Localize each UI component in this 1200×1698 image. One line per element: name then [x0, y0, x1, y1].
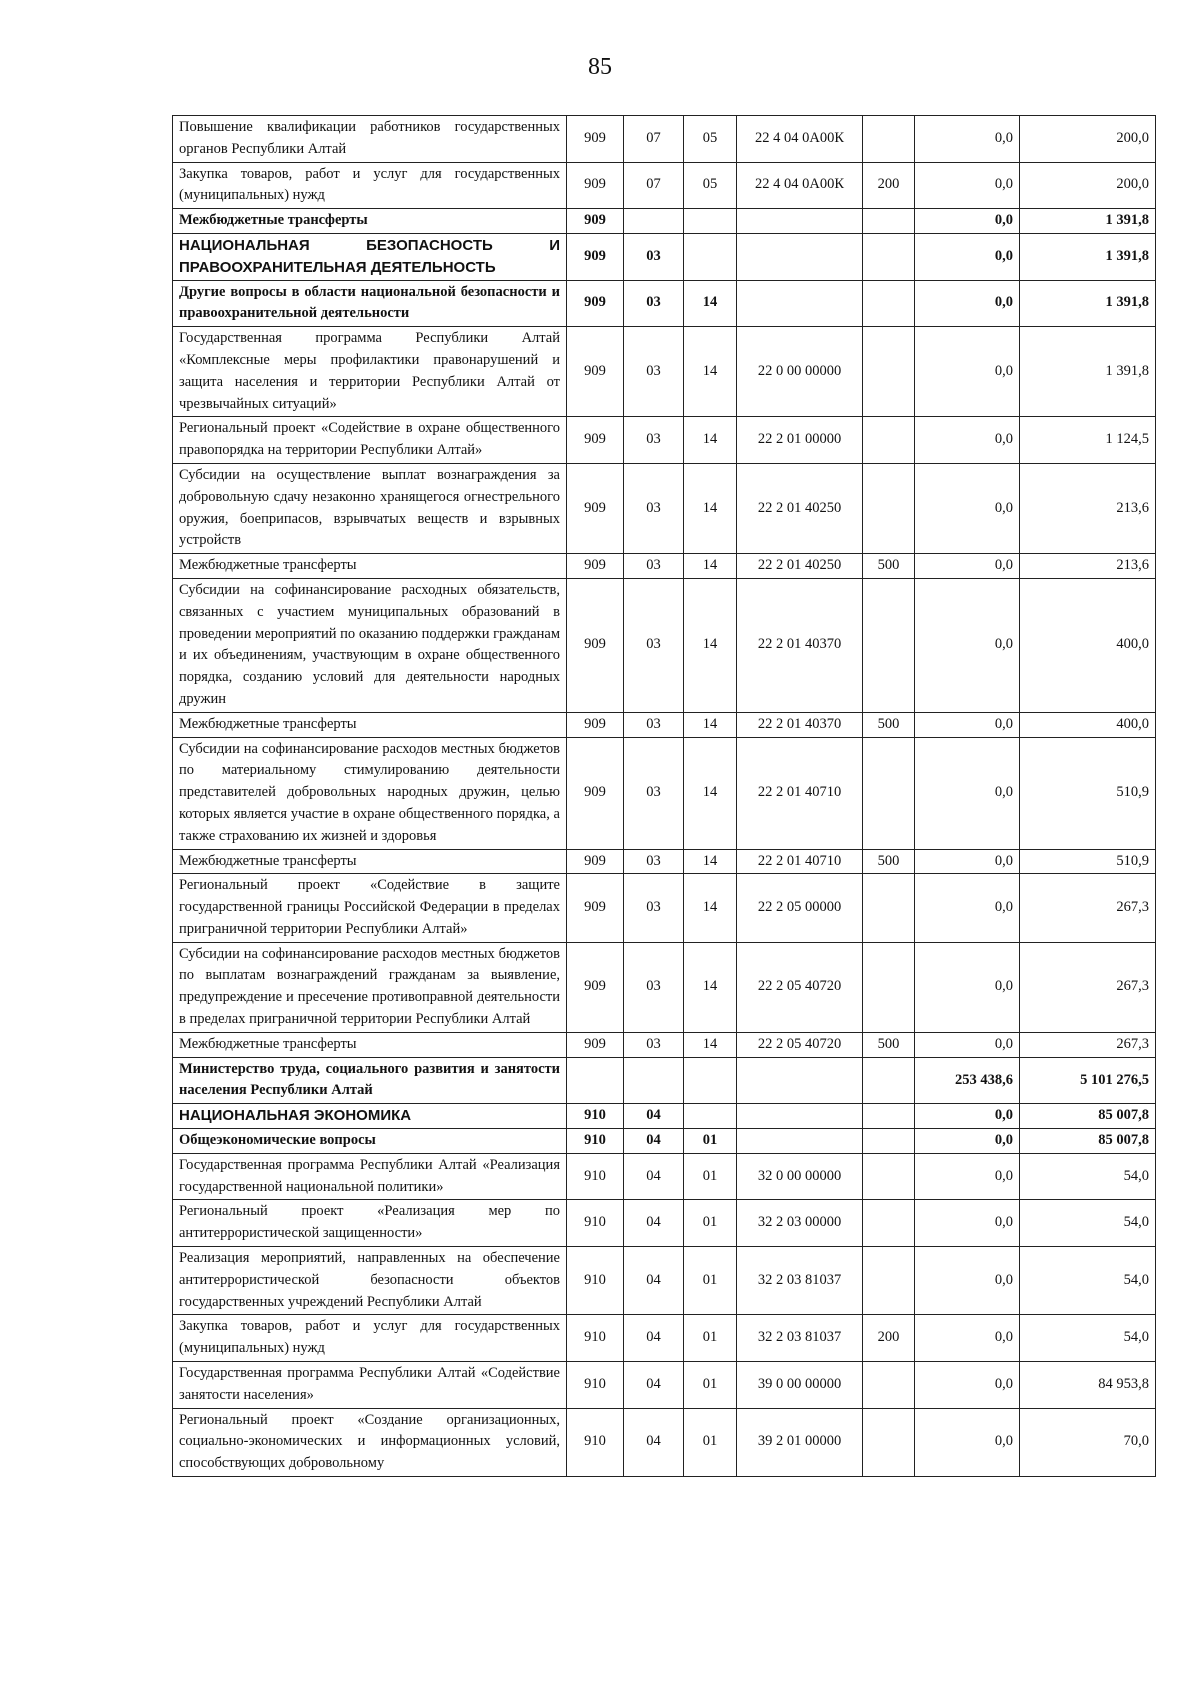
amount-2: 200,0: [1020, 116, 1156, 163]
section-code: 03: [624, 712, 684, 737]
table-row: [173, 942, 1156, 1032]
ministry-code: 910: [567, 1362, 624, 1409]
amount-2: 400,0: [1020, 578, 1156, 712]
expense-type-code: 200: [863, 162, 915, 209]
ministry-code: 909: [567, 327, 624, 417]
table-row: [173, 1408, 1156, 1476]
amount-1: 0,0: [915, 554, 1020, 579]
ministry-code: 909: [567, 209, 624, 234]
subsection-code: 14: [684, 1032, 737, 1057]
subsection-code: 14: [684, 578, 737, 712]
target-item-code: [737, 1129, 863, 1154]
subsection-code: 14: [684, 280, 737, 327]
section-code: 04: [624, 1247, 684, 1315]
target-item-code: [737, 280, 863, 327]
target-item-code: 39 0 00 00000: [737, 1362, 863, 1409]
row-name: Межбюджетные трансферты: [173, 1032, 567, 1057]
amount-1: 0,0: [915, 578, 1020, 712]
amount-1: 0,0: [915, 712, 1020, 737]
target-item-code: 22 2 01 00000: [737, 417, 863, 464]
ministry-code: 909: [567, 280, 624, 327]
table-row: [173, 1057, 1156, 1104]
ministry-code: 909: [567, 1032, 624, 1057]
subsection-code: [684, 233, 737, 280]
row-name: НАЦИОНАЛЬНАЯ БЕЗОПАСНОСТЬ И ПРАВООХРАНИТЕЛЬНАЯ ДЕЯТЕЛЬНОСТЬ: [173, 233, 567, 280]
ministry-code: 910: [567, 1408, 624, 1476]
target-item-code: 22 2 01 40370: [737, 578, 863, 712]
expense-type-code: [863, 1153, 915, 1200]
subsection-code: 05: [684, 116, 737, 163]
budget-table: [172, 115, 1156, 1477]
target-item-code: 32 2 03 00000: [737, 1200, 863, 1247]
amount-1: 0,0: [915, 1362, 1020, 1409]
target-item-code: 22 2 01 40250: [737, 463, 863, 553]
row-name: Региональный проект «Содействие в охране общественного правопорядка на территории Республики Алтай»: [173, 417, 567, 464]
table-row: [173, 1200, 1156, 1247]
subsection-code: 14: [684, 417, 737, 464]
target-item-code: 22 2 05 00000: [737, 874, 863, 942]
amount-2: 400,0: [1020, 712, 1156, 737]
subsection-code: 01: [684, 1408, 737, 1476]
ministry-code: 910: [567, 1153, 624, 1200]
table-row: [173, 737, 1156, 849]
row-name: Региональный проект «Реализация мер по антитеррористической защищенности»: [173, 1200, 567, 1247]
section-code: 03: [624, 463, 684, 553]
section-code: 04: [624, 1362, 684, 1409]
amount-2: 70,0: [1020, 1408, 1156, 1476]
amount-1: 0,0: [915, 209, 1020, 234]
section-code: 07: [624, 116, 684, 163]
amount-2: 1 391,8: [1020, 233, 1156, 280]
subsection-code: [684, 1057, 737, 1104]
subsection-code: 01: [684, 1129, 737, 1154]
amount-1: 0,0: [915, 327, 1020, 417]
table-row: [173, 874, 1156, 942]
expense-type-code: [863, 116, 915, 163]
ministry-code: 909: [567, 162, 624, 209]
amount-2: 54,0: [1020, 1200, 1156, 1247]
section-code: 04: [624, 1153, 684, 1200]
row-name: Субсидии на софинансирование расходных обязательств, связанных с участием муниципальных образований в проведении мероприятий по оказанию поддержки гражданам и их объединениям, участвующим в охране общественного порядка, созданию условий для деятельности народных дружин: [173, 578, 567, 712]
section-code: 04: [624, 1104, 684, 1129]
target-item-code: 32 0 00 00000: [737, 1153, 863, 1200]
subsection-code: 14: [684, 463, 737, 553]
amount-1: 0,0: [915, 233, 1020, 280]
target-item-code: [737, 209, 863, 234]
amount-1: 0,0: [915, 1200, 1020, 1247]
amount-1: 0,0: [915, 849, 1020, 874]
table-row: [173, 1315, 1156, 1362]
amount-1: 0,0: [915, 162, 1020, 209]
section-code: 03: [624, 578, 684, 712]
section-code: 03: [624, 737, 684, 849]
target-item-code: 22 2 05 40720: [737, 942, 863, 1032]
row-name: Региональный проект «Содействие в защите государственной границы Российской Федерации в пределах приграничной территории Республики Алтай»: [173, 874, 567, 942]
expense-type-code: [863, 1200, 915, 1247]
amount-2: 213,6: [1020, 463, 1156, 553]
expense-type-code: [863, 463, 915, 553]
ministry-code: 909: [567, 712, 624, 737]
table-row: [173, 1153, 1156, 1200]
section-code: 04: [624, 1315, 684, 1362]
table-row: [173, 849, 1156, 874]
expense-type-code: [863, 1104, 915, 1129]
row-name: Закупка товаров, работ и услуг для государственных (муниципальных) нужд: [173, 162, 567, 209]
target-item-code: 22 2 05 40720: [737, 1032, 863, 1057]
subsection-code: 14: [684, 712, 737, 737]
ministry-code: 909: [567, 463, 624, 553]
section-code: 03: [624, 554, 684, 579]
table-row: [173, 1129, 1156, 1154]
section-code: 04: [624, 1200, 684, 1247]
section-code: 03: [624, 280, 684, 327]
table-row: [173, 1247, 1156, 1315]
target-item-code: [737, 1104, 863, 1129]
section-code: 03: [624, 1032, 684, 1057]
table-row: [173, 280, 1156, 327]
amount-2: 200,0: [1020, 162, 1156, 209]
table-row: [173, 209, 1156, 234]
amount-1: 253 438,6: [915, 1057, 1020, 1104]
expense-type-code: 500: [863, 1032, 915, 1057]
amount-2: 1 124,5: [1020, 417, 1156, 464]
amount-2: 54,0: [1020, 1153, 1156, 1200]
target-item-code: 39 2 01 00000: [737, 1408, 863, 1476]
subsection-code: 14: [684, 849, 737, 874]
amount-2: 510,9: [1020, 849, 1156, 874]
page-number: 85: [588, 54, 612, 80]
target-item-code: 22 4 04 0А00К: [737, 116, 863, 163]
table-row: [173, 233, 1156, 280]
ministry-code: 910: [567, 1104, 624, 1129]
table-row: [173, 463, 1156, 553]
amount-2: 213,6: [1020, 554, 1156, 579]
subsection-code: 14: [684, 737, 737, 849]
section-code: 03: [624, 849, 684, 874]
row-name: Межбюджетные трансферты: [173, 554, 567, 579]
table-row: [173, 578, 1156, 712]
subsection-code: 05: [684, 162, 737, 209]
amount-2: 54,0: [1020, 1247, 1156, 1315]
expense-type-code: 200: [863, 1315, 915, 1362]
subsection-code: 01: [684, 1200, 737, 1247]
ministry-code: 909: [567, 116, 624, 163]
section-code: 03: [624, 874, 684, 942]
subsection-code: 01: [684, 1315, 737, 1362]
amount-2: 1 391,8: [1020, 209, 1156, 234]
amount-2: 267,3: [1020, 874, 1156, 942]
row-name: Общеэкономические вопросы: [173, 1129, 567, 1154]
amount-2: 85 007,8: [1020, 1104, 1156, 1129]
expense-type-code: [863, 942, 915, 1032]
target-item-code: 22 2 01 40710: [737, 849, 863, 874]
amount-1: 0,0: [915, 463, 1020, 553]
amount-1: 0,0: [915, 1104, 1020, 1129]
amount-1: 0,0: [915, 1408, 1020, 1476]
expense-type-code: [863, 327, 915, 417]
section-code: 07: [624, 162, 684, 209]
subsection-code: 01: [684, 1153, 737, 1200]
amount-1: 0,0: [915, 1129, 1020, 1154]
subsection-code: 14: [684, 942, 737, 1032]
target-item-code: 22 2 01 40250: [737, 554, 863, 579]
ministry-code: [567, 1057, 624, 1104]
row-name: Закупка товаров, работ и услуг для государственных (муниципальных) нужд: [173, 1315, 567, 1362]
subsection-code: 01: [684, 1362, 737, 1409]
amount-1: 0,0: [915, 1315, 1020, 1362]
amount-1: 0,0: [915, 1153, 1020, 1200]
target-item-code: 22 0 00 00000: [737, 327, 863, 417]
section-code: 04: [624, 1408, 684, 1476]
amount-2: 1 391,8: [1020, 327, 1156, 417]
section-code: 03: [624, 942, 684, 1032]
target-item-code: [737, 233, 863, 280]
ministry-code: 909: [567, 874, 624, 942]
subsection-code: 14: [684, 554, 737, 579]
subsection-code: 01: [684, 1247, 737, 1315]
target-item-code: [737, 1057, 863, 1104]
row-name: Межбюджетные трансферты: [173, 712, 567, 737]
row-name: Другие вопросы в области национальной безопасности и правоохранительной деятельности: [173, 280, 567, 327]
table-row: [173, 1104, 1156, 1129]
expense-type-code: [863, 417, 915, 464]
row-name: Межбюджетные трансферты: [173, 849, 567, 874]
ministry-code: 909: [567, 942, 624, 1032]
table-row: [173, 712, 1156, 737]
subsection-code: [684, 209, 737, 234]
row-name: Государственная программа Республики Алтай «Комплексные меры профилактики правонарушений и защита населения и территории Республики Алтай от чрезвычайных ситуаций»: [173, 327, 567, 417]
ministry-code: 909: [567, 417, 624, 464]
amount-2: 510,9: [1020, 737, 1156, 849]
table-row: [173, 1362, 1156, 1409]
expense-type-code: [863, 737, 915, 849]
section-code: 03: [624, 327, 684, 417]
expense-type-code: [863, 1057, 915, 1104]
expense-type-code: 500: [863, 849, 915, 874]
section-code: 04: [624, 1129, 684, 1154]
target-item-code: 22 2 01 40370: [737, 712, 863, 737]
expense-type-code: [863, 209, 915, 234]
ministry-code: 909: [567, 233, 624, 280]
target-item-code: 22 4 04 0А00К: [737, 162, 863, 209]
expense-type-code: 500: [863, 712, 915, 737]
row-name: Государственная программа Республики Алтай «Содействие занятости населения»: [173, 1362, 567, 1409]
amount-2: 54,0: [1020, 1315, 1156, 1362]
amount-1: 0,0: [915, 1247, 1020, 1315]
expense-type-code: [863, 1129, 915, 1154]
ministry-code: 910: [567, 1129, 624, 1154]
amount-1: 0,0: [915, 417, 1020, 464]
expense-type-code: 500: [863, 554, 915, 579]
expense-type-code: [863, 1247, 915, 1315]
subsection-code: [684, 1104, 737, 1129]
row-name: Государственная программа Республики Алтай «Реализация государственной национальной политики»: [173, 1153, 567, 1200]
section-code: 03: [624, 417, 684, 464]
target-item-code: 32 2 03 81037: [737, 1315, 863, 1362]
row-name: Субсидии на осуществление выплат вознаграждения за добровольную сдачу незаконно хранящегося огнестрельного оружия, боеприпасов, взрывчатых веществ и взрывных устройств: [173, 463, 567, 553]
amount-1: 0,0: [915, 942, 1020, 1032]
ministry-code: 910: [567, 1315, 624, 1362]
row-name: Межбюджетные трансферты: [173, 209, 567, 234]
amount-1: 0,0: [915, 116, 1020, 163]
row-name: Министерство труда, социального развития и занятости населения Республики Алтай: [173, 1057, 567, 1104]
table-row: [173, 162, 1156, 209]
amount-1: 0,0: [915, 280, 1020, 327]
amount-2: 1 391,8: [1020, 280, 1156, 327]
row-name: Субсидии на софинансирование расходов местных бюджетов по выплатам вознаграждений гражданам за выявление, предупреждение и пресечение противоправной деятельности в пределах приграничной территории Республики Алтай: [173, 942, 567, 1032]
ministry-code: 909: [567, 578, 624, 712]
subsection-code: 14: [684, 874, 737, 942]
amount-2: 5 101 276,5: [1020, 1057, 1156, 1104]
section-code: [624, 1057, 684, 1104]
table-row: [173, 554, 1156, 579]
amount-1: 0,0: [915, 1032, 1020, 1057]
amount-2: 84 953,8: [1020, 1362, 1156, 1409]
row-name: Субсидии на софинансирование расходов местных бюджетов по материальному стимулированию деятельности представителей добровольных народных дружин, целью которых является участие в охране общественного порядка, а также страхованию их жизней и здоровья: [173, 737, 567, 849]
amount-1: 0,0: [915, 874, 1020, 942]
ministry-code: 910: [567, 1200, 624, 1247]
table-row: [173, 327, 1156, 417]
amount-1: 0,0: [915, 737, 1020, 849]
row-name: Повышение квалификации работников государственных органов Республики Алтай: [173, 116, 567, 163]
section-code: 03: [624, 233, 684, 280]
row-name: Региональный проект «Создание организационных, социально-экономических и информационных условий, способствующих добровольному: [173, 1408, 567, 1476]
row-name: НАЦИОНАЛЬНАЯ ЭКОНОМИКА: [173, 1104, 567, 1129]
target-item-code: 22 2 01 40710: [737, 737, 863, 849]
table-row: [173, 417, 1156, 464]
section-code: [624, 209, 684, 234]
ministry-code: 910: [567, 1247, 624, 1315]
table-row: [173, 1032, 1156, 1057]
amount-2: 85 007,8: [1020, 1129, 1156, 1154]
expense-type-code: [863, 280, 915, 327]
ministry-code: 909: [567, 554, 624, 579]
subsection-code: 14: [684, 327, 737, 417]
target-item-code: 32 2 03 81037: [737, 1247, 863, 1315]
row-name: Реализация мероприятий, направленных на обеспечение антитеррористической безопасности объектов государственных учреждений Республики Алтай: [173, 1247, 567, 1315]
expense-type-code: [863, 874, 915, 942]
expense-type-code: [863, 233, 915, 280]
table-row: [173, 116, 1156, 163]
expense-type-code: [863, 578, 915, 712]
amount-2: 267,3: [1020, 1032, 1156, 1057]
expense-type-code: [863, 1408, 915, 1476]
expense-type-code: [863, 1362, 915, 1409]
ministry-code: 909: [567, 849, 624, 874]
ministry-code: 909: [567, 737, 624, 849]
amount-2: 267,3: [1020, 942, 1156, 1032]
